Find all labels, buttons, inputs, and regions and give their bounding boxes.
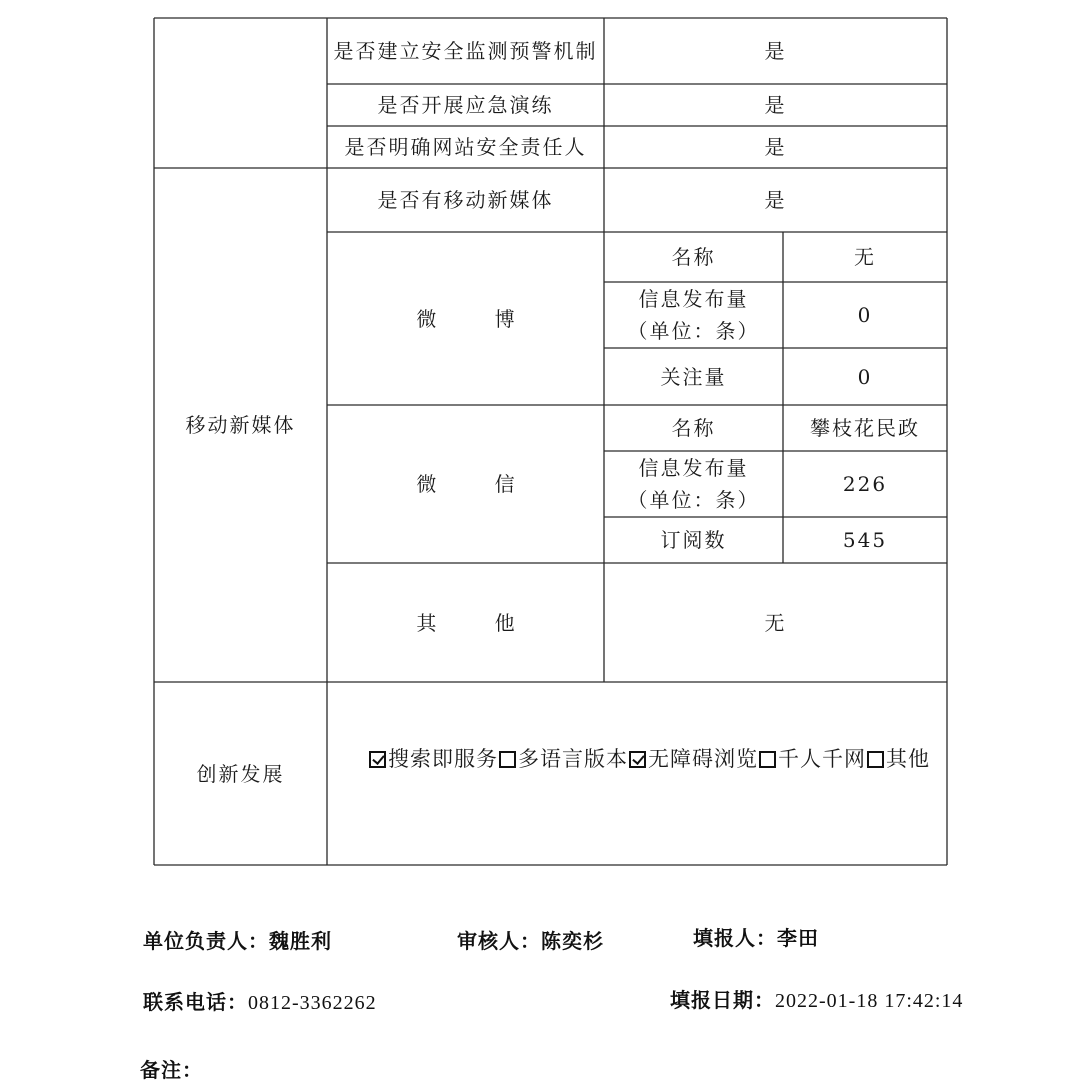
weibo-posts-value: 0 — [857, 303, 873, 327]
innovation-options — [368, 743, 930, 775]
wechat-label: 微 信 — [416, 472, 541, 496]
option-search-service-label: 搜索即服务 — [388, 747, 498, 771]
security-owner-label: 是否明确网站安全责任人 — [344, 135, 587, 159]
other-media-value: 无 — [764, 610, 787, 635]
warning-mechanism-label: 是否建立安全监测预警机制 — [333, 39, 598, 63]
option-accessibility-label: 无障碍浏览 — [648, 747, 758, 771]
weibo-label: 微 博 — [416, 306, 541, 331]
wechat-subscribers-label: 订阅数 — [660, 528, 727, 552]
innovation-label: 创新发展 — [196, 761, 285, 786]
wechat-posts-value: 226 — [842, 472, 888, 496]
reviewer-label: 审核人： — [457, 929, 541, 953]
checkbox-personalized[interactable] — [759, 751, 776, 768]
fill-date — [670, 984, 963, 1013]
reviewer-value: 陈奕杉 — [541, 929, 604, 953]
checkbox-other[interactable] — [867, 751, 884, 768]
security-owner-value: 是 — [764, 135, 787, 159]
contact-phone-label: 联系电话： — [143, 990, 248, 1014]
warning-mechanism-value: 是 — [764, 39, 787, 63]
has-mobile-media-label: 是否有移动新媒体 — [377, 188, 554, 212]
contact-phone-value: 0812-3362262 — [248, 992, 377, 1014]
wechat-name-value: 攀枝花民政 — [810, 416, 920, 440]
reviewer — [457, 925, 604, 954]
has-mobile-media-value: 是 — [764, 188, 787, 212]
filler-value: 李田 — [777, 926, 819, 950]
fill-date-value: 2022-01-18 17:42:14 — [775, 990, 964, 1012]
unit-head — [143, 925, 332, 954]
option-multilingual-label: 多语言版本 — [518, 747, 628, 771]
emergency-drill-value: 是 — [764, 93, 787, 117]
fill-date-label: 填报日期： — [670, 988, 775, 1012]
weibo-followers-label: 关注量 — [660, 364, 727, 389]
remark-label: 备注： — [140, 1058, 203, 1082]
checkbox-multilingual[interactable] — [499, 751, 516, 768]
weibo-name-label: 名称 — [671, 245, 716, 269]
contact-phone — [143, 986, 377, 1015]
weibo-name-value: 无 — [854, 245, 876, 269]
wechat-posts-label: 信息发布量（单位：条） — [627, 456, 760, 512]
filler — [693, 922, 819, 951]
unit-head-label: 单位负责人： — [143, 929, 269, 953]
emergency-drill-label: 是否开展应急演练 — [377, 93, 554, 117]
filler-label: 填报人： — [693, 926, 777, 950]
option-other-label: 其他 — [886, 747, 930, 771]
other-media-label: 其 他 — [416, 610, 541, 635]
wechat-subscribers-value: 545 — [842, 528, 888, 552]
option-personalized-label: 千人千网 — [778, 747, 866, 771]
weibo-followers-value: 0 — [857, 364, 873, 389]
mobile-media-section-label: 移动新媒体 — [185, 413, 296, 437]
wechat-name-label: 名称 — [671, 416, 716, 440]
weibo-posts-label: 信息发布量（单位：条） — [627, 287, 760, 343]
checkbox-accessibility[interactable] — [629, 751, 646, 768]
unit-head-value: 魏胜利 — [269, 929, 332, 953]
checkbox-search-service[interactable] — [369, 751, 386, 768]
